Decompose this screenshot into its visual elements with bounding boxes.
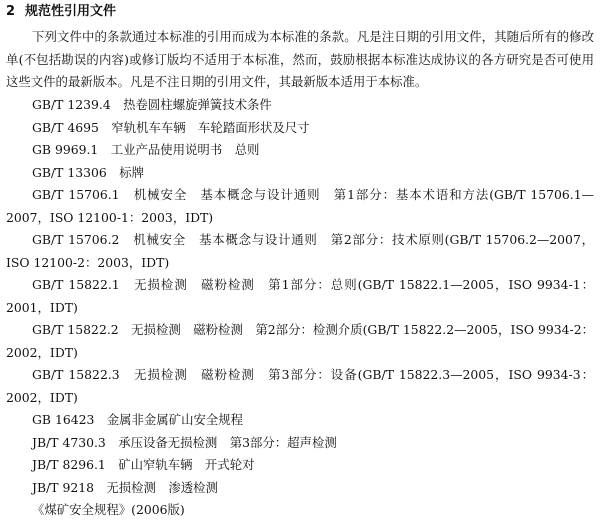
reference-item: GB 9969.1 工业产品使用说明书 总则 [32,142,260,157]
reference-item: GB 16423 金属非金属矿山安全规程 [32,412,244,427]
intro-paragraph: 下列文件中的条款通过本标准的引用而成为本标准的条款。凡是注日期的引用文件，其随后所有的修改单(不包括勘误的内容)或修订版均不适用于本标准，然而，鼓励根据本标准达成协议的各方研究是否可使用这些文件的最新版本。凡是不注日期的引用文件，其最新版本适用于本标准。 [6,29,594,89]
reference-item: GB/T 15706.2 机械安全 基本概念与设计通则 第2部分：技术原则(GB/T 15706.2—2007，ISO 12100-2：2003，IDT) [6,232,594,270]
section-heading [6,2,116,22]
reference-item: 《煤矿安全规程》(2006版) [32,502,185,517]
section-number: 2 [6,4,16,19]
reference-item: GB/T 4695 窄轨机车车辆 车轮踏面形状及尺寸 [32,119,310,135]
reference-item: JB/T 8296.1 矿山窄轨车辆 开式轮对 [32,457,255,472]
reference-item: GB/T 13306 标牌 [32,164,144,180]
section-title: 规范性引用文件 [25,4,117,19]
reference-item: JB/T 9218 无损检测 渗透检测 [32,479,218,495]
reference-list [6,94,594,522]
reference-item: GB/T 15822.1 无损检测 磁粉检测 第1部分：总则(GB/T 15822.1—2005，ISO 9934-1：2001，IDT) [6,277,594,315]
reference-item: GB/T 15706.1 机械安全 基本概念与设计通则 第1部分：基本术语和方法(GB/T 15706.1—2007，ISO 12100-1：2003，IDT) [6,187,594,225]
reference-item: GB/T 15822.2 无损检测 磁粉检测 第2部分：检测介质(GB/T 15822.2—2005，ISO 9934-2：2002，IDT) [6,322,594,360]
reference-item: GB/T 15822.3 无损检测 磁粉检测 第3部分：设备(GB/T 15822.3—2005，ISO 9934-3：2002，IDT) [6,367,594,405]
reference-item: GB/T 1239.4 热卷圆柱螺旋弹簧技术条件 [32,97,272,112]
reference-item: JB/T 4730.3 承压设备无损检测 第3部分：超声检测 [32,434,337,450]
